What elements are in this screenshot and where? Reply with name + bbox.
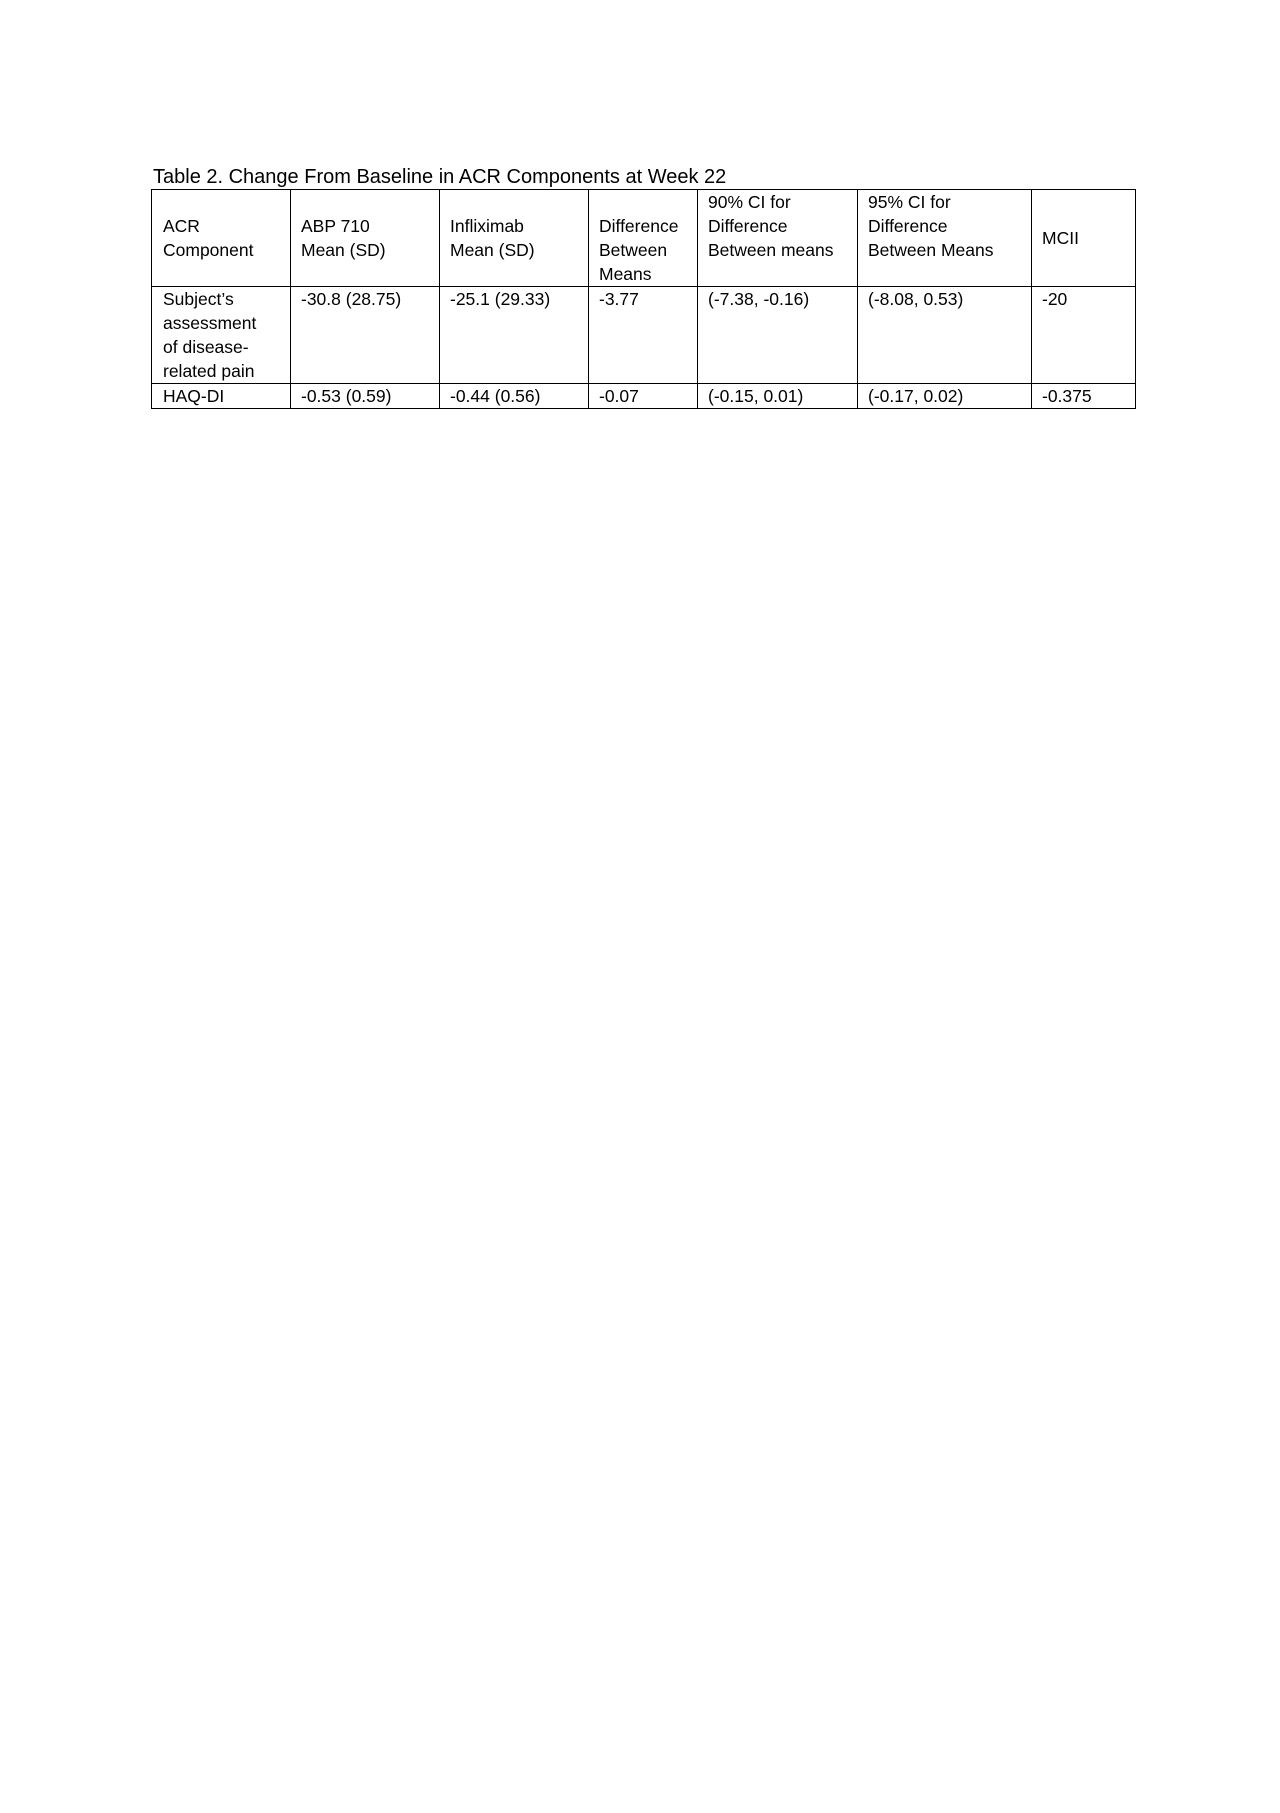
header-mcii: MCII <box>1032 190 1136 287</box>
cell-abp710: -0.53 (0.59) <box>291 384 440 409</box>
cell-component: HAQ-DI <box>152 384 291 409</box>
cell-infliximab: -0.44 (0.56) <box>440 384 589 409</box>
table-row <box>152 384 1136 409</box>
cell-infliximab: -25.1 (29.33) <box>440 287 589 384</box>
header-ci95: 95% CI for Difference Between Means <box>858 190 1032 287</box>
cell-ci95: (-8.08, 0.53) <box>858 287 1032 384</box>
cell-ci90: (-0.15, 0.01) <box>698 384 858 409</box>
cell-mcii: -20 <box>1032 287 1136 384</box>
cell-ci95: (-0.17, 0.02) <box>858 384 1032 409</box>
cell-component: Subject’s assessment of disease- related pain <box>152 287 291 384</box>
header-ci90: 90% CI for Difference Between means <box>698 190 858 287</box>
header-acr-component: ACR Component <box>152 190 291 287</box>
acr-components-table <box>151 189 1136 409</box>
header-abp710: ABP 710 Mean (SD) <box>291 190 440 287</box>
header-infliximab: Infliximab Mean (SD) <box>440 190 589 287</box>
table-header-row <box>152 190 1136 287</box>
cell-ci90: (-7.38, -0.16) <box>698 287 858 384</box>
cell-difference: -3.77 <box>589 287 698 384</box>
table-row <box>152 287 1136 384</box>
table-caption: Table 2. Change From Baseline in ACR Components at Week 22 <box>153 166 727 188</box>
cell-mcii: -0.375 <box>1032 384 1136 409</box>
cell-difference: -0.07 <box>589 384 698 409</box>
document-page <box>151 165 1136 409</box>
cell-abp710: -30.8 (28.75) <box>291 287 440 384</box>
header-difference: Difference Between Means <box>589 190 698 287</box>
